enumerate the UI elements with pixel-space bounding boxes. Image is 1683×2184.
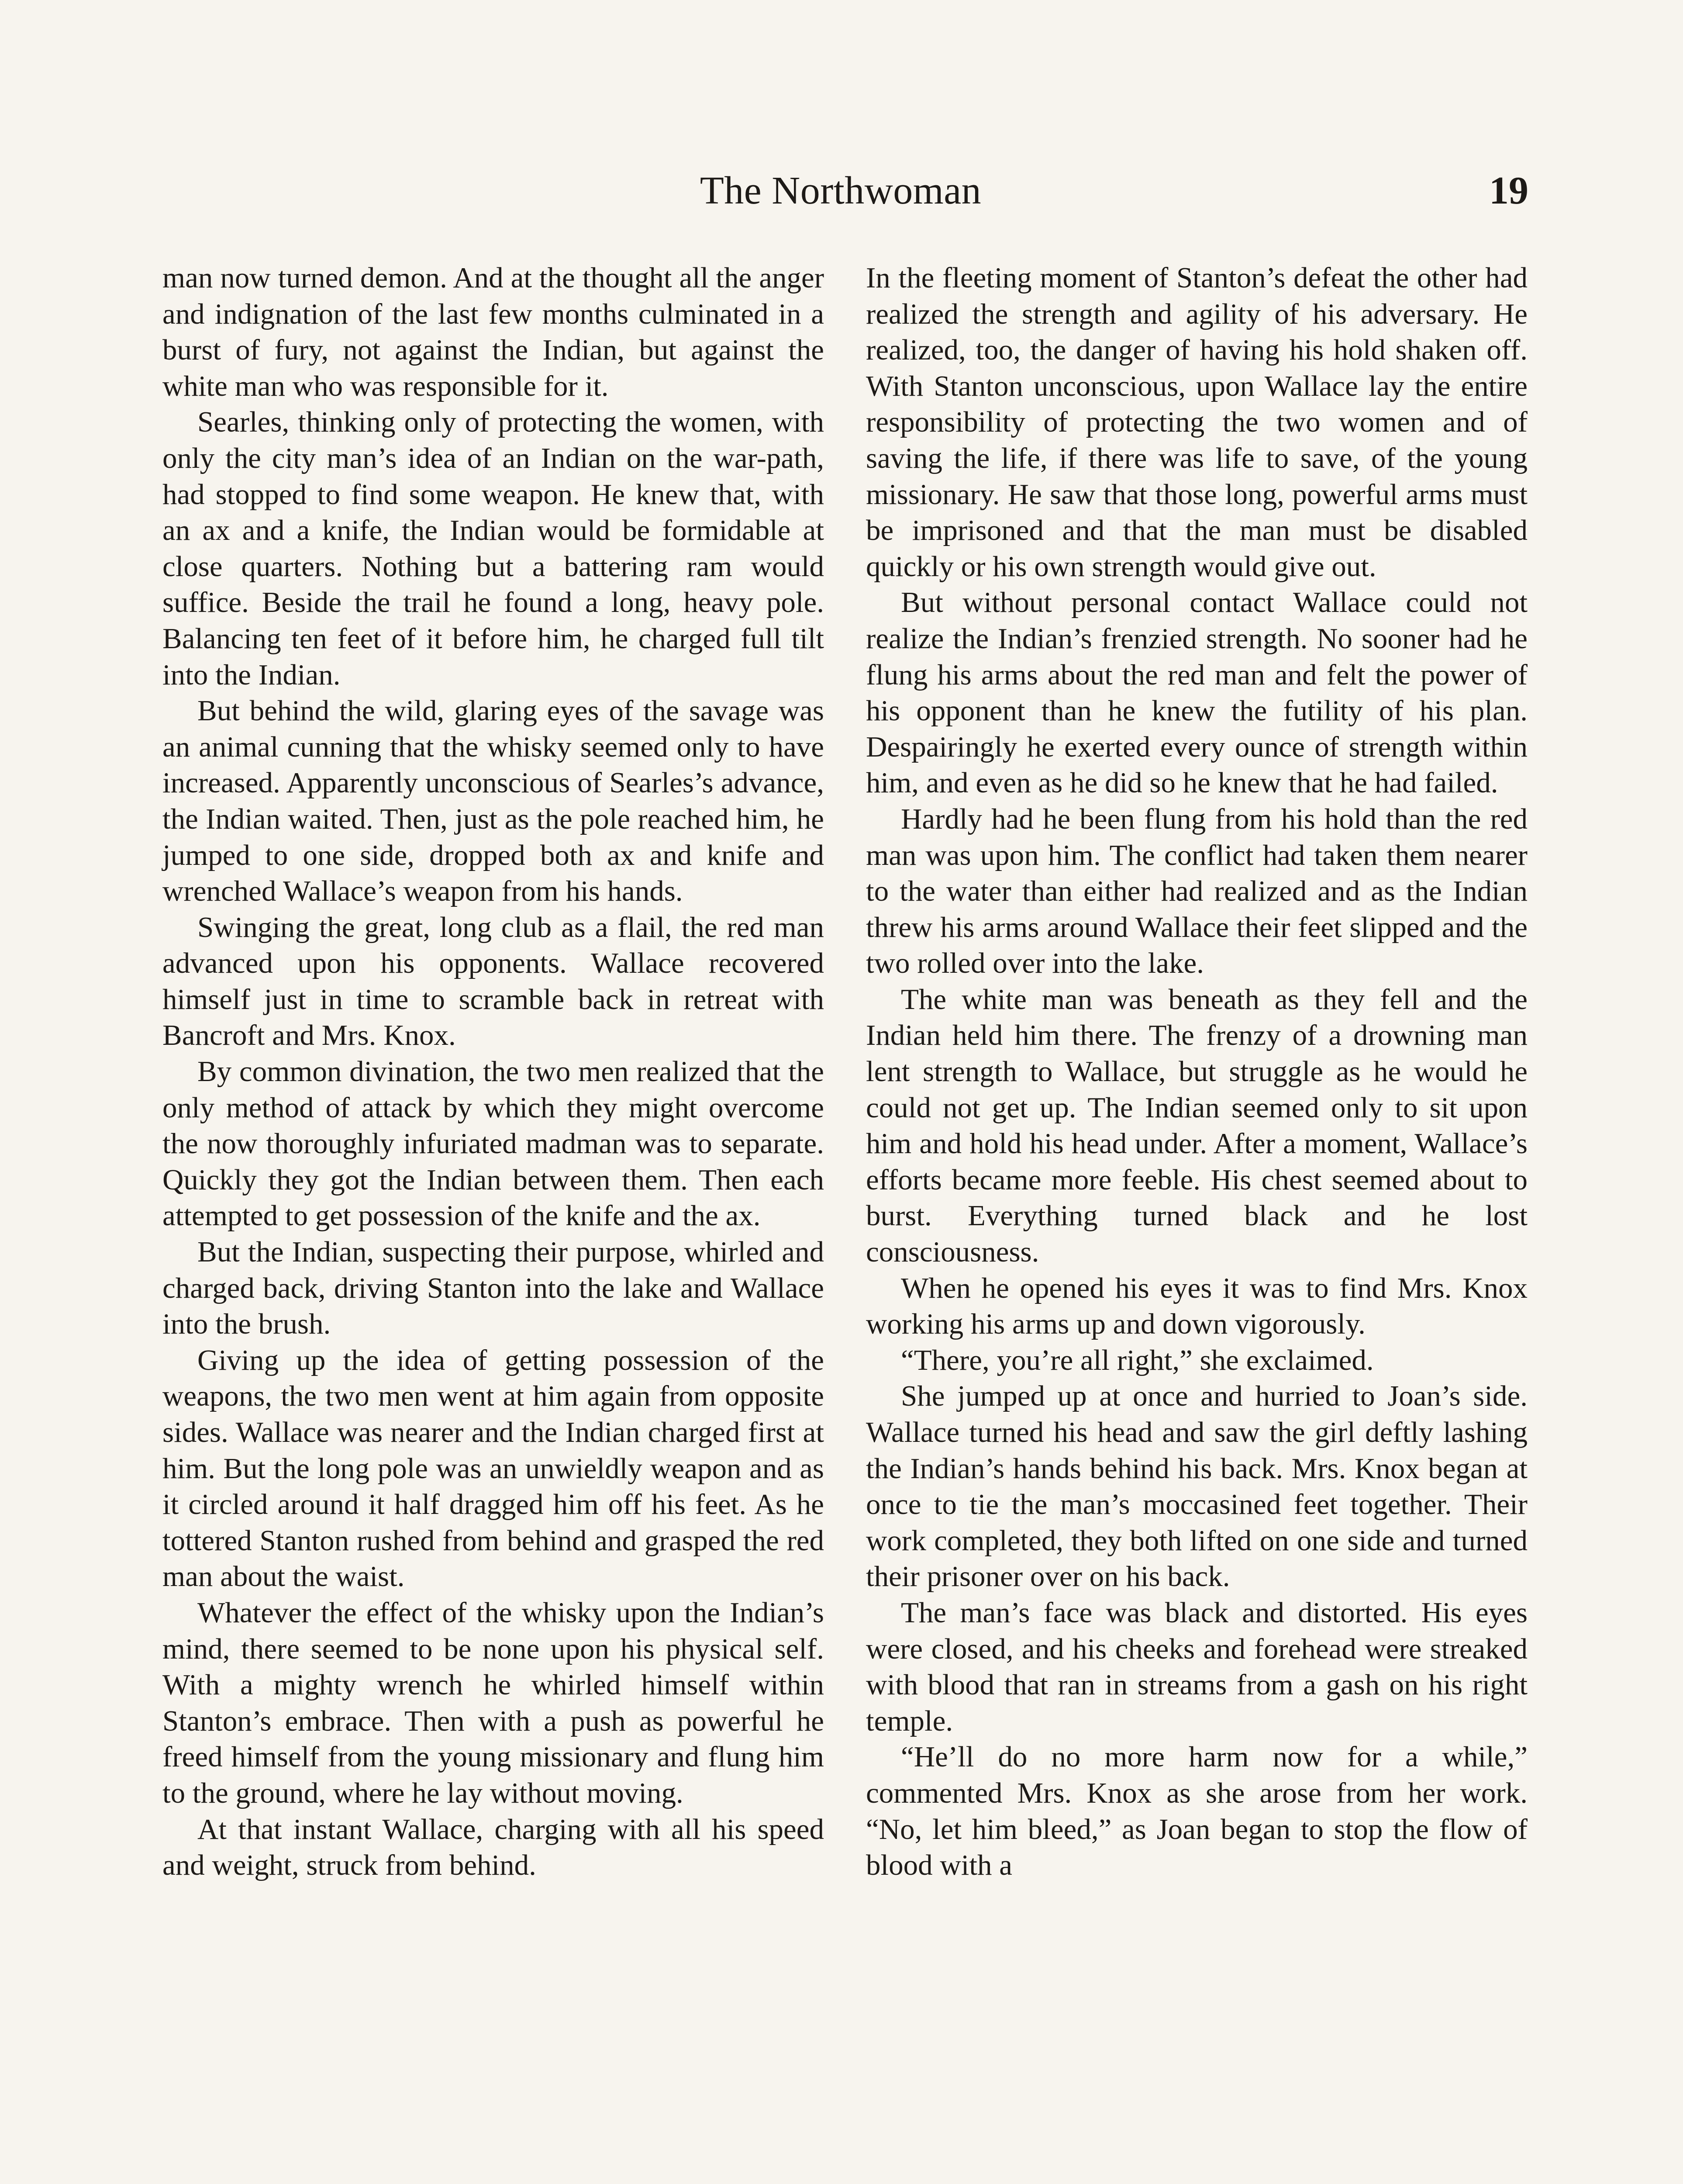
paragraph: The man’s face was black and distorted. His eyes were closed, and his cheeks and forehead were streaked with blood that ran in streams from a gash on his right temple. (866, 1596, 1528, 1737)
paragraph: She jumped up at once and hurried to Joan’s side. Wallace turned his head and saw the girl deftly lashing the Indian’s hands behind his back. Mrs. Knox began at once to tie the man’s moccasined feet together. Their work completed, they both lifted on one side and turned their prisoner over on his back. (866, 1380, 1528, 1593)
paragraph: But the Indian, suspecting their purpose, whirled and charged back, driving Stanton into the lake and Wallace into the brush. (162, 1236, 824, 1341)
paragraph: The white man was beneath as they fell and the Indian held him there. The frenzy of a drowning man lent strength to Wallace, but struggle as he would he could not get up. The Indian seemed only to sit upon him and hold his head under. After a moment, Wallace’s efforts became more feeble. His chest seemed about to burst. Everything turned black and he lost consciousness. (866, 983, 1528, 1268)
paragraph: Whatever the effect of the whisky upon the Indian’s mind, there seemed to be none upon his physical self. With a mighty wrench he whirled himself within Stanton’s embrace. Then with a push as powerful he freed himself from the young missionary and flung him to the ground, where he lay without moving. (162, 1596, 824, 1809)
right-text-column (866, 260, 1528, 1883)
paragraph: But without personal contact Wallace could not realize the Indian’s frenzied strength. No sooner had he flung his arms about the red man and felt the power of his opponent than he knew the futility of his plan. Despairingly he exerted every ounce of strength within him, and even as he did so he knew that he had failed. (866, 586, 1528, 799)
paragraph: Hardly had he been flung from his hold than the red man was upon him. The conflict had taken them nearer to the water than either had realized and as the Indian threw his arms around Wallace their feet slipped and the two rolled over into the lake. (866, 802, 1528, 980)
paragraph: “There, you’re all right,” she exclaimed. (901, 1344, 1374, 1376)
page-number: 19 (1489, 169, 1528, 212)
paragraph: At that instant Wallace, charging with all his speed and weight, struck from behind. (162, 1813, 824, 1882)
paragraph: By common divination, the two men realized that the only method of attack by which they might overcome the now thoroughly infuriated madman was to separate. Quickly they got the Indian between them. Then each attempted to get possession of the knife and the ax. (162, 1055, 824, 1232)
running-header-title: The Northwoman (700, 169, 982, 212)
paragraph: When he opened his eyes it was to find Mrs. Knox working his arms up and down vigorously. (866, 1272, 1528, 1341)
paragraph: Searles, thinking only of protecting the women, with only the city man’s idea of an Indian on the war-path, had stopped to find some weapon. He knew that, with an ax and a knife, the Indian would be formidable at close quarters. Nothing but a battering ram would suffice. Beside the trail he found a long, heavy pole. Balancing ten feet of it before him, he charged full tilt into the Indian. (162, 406, 824, 691)
paragraph: In the fleeting moment of Stanton’s defeat the other had realized the strength and agility of his adversary. He realized, too, the danger of having his hold shaken off. With Stanton unconscious, upon Wallace lay the entire responsibility of protecting the two women and of saving the life, if there was life to save, of the young missionary. He saw that those long, powerful arms must be imprisoned and that the man must be disabled quickly or his own strength would give out. (866, 262, 1528, 583)
paragraph: Giving up the idea of getting possession of the weapons, the two men went at him again from opposite sides. Wallace was nearer and the Indian charged first at him. But the long pole was an unwieldly weapon and as it circled around it half dragged him off his feet. As he tottered Stanton rushed from behind and grasped the red man about the waist. (162, 1344, 824, 1593)
paragraph: man now turned demon. And at the thought all the anger and indignation of the last few months culminated in a burst of fury, not against the Indian, but against the white man who was responsible for it. (162, 262, 824, 402)
left-text-column (162, 260, 824, 1883)
paragraph: But behind the wild, glaring eyes of the savage was an animal cunning that the whisky seemed only to have increased. Apparently unconscious of Searles’s advance, the Indian waited. Then, just as the pole reached him, he jumped to one side, dropped both ax and knife and wrenched Wallace’s weapon from his hands. (162, 695, 824, 908)
paragraph: Swinging the great, long club as a flail, the red man advanced upon his opponents. Wallace recovered himself just in time to scramble back in retreat with Bancroft and Mrs. Knox. (162, 911, 824, 1052)
paragraph: “He’ll do no more harm now for a while,” commented Mrs. Knox as she arose from her work. “No, let him bleed,” as Joan began to stop the flow of blood with a (866, 1741, 1528, 1882)
